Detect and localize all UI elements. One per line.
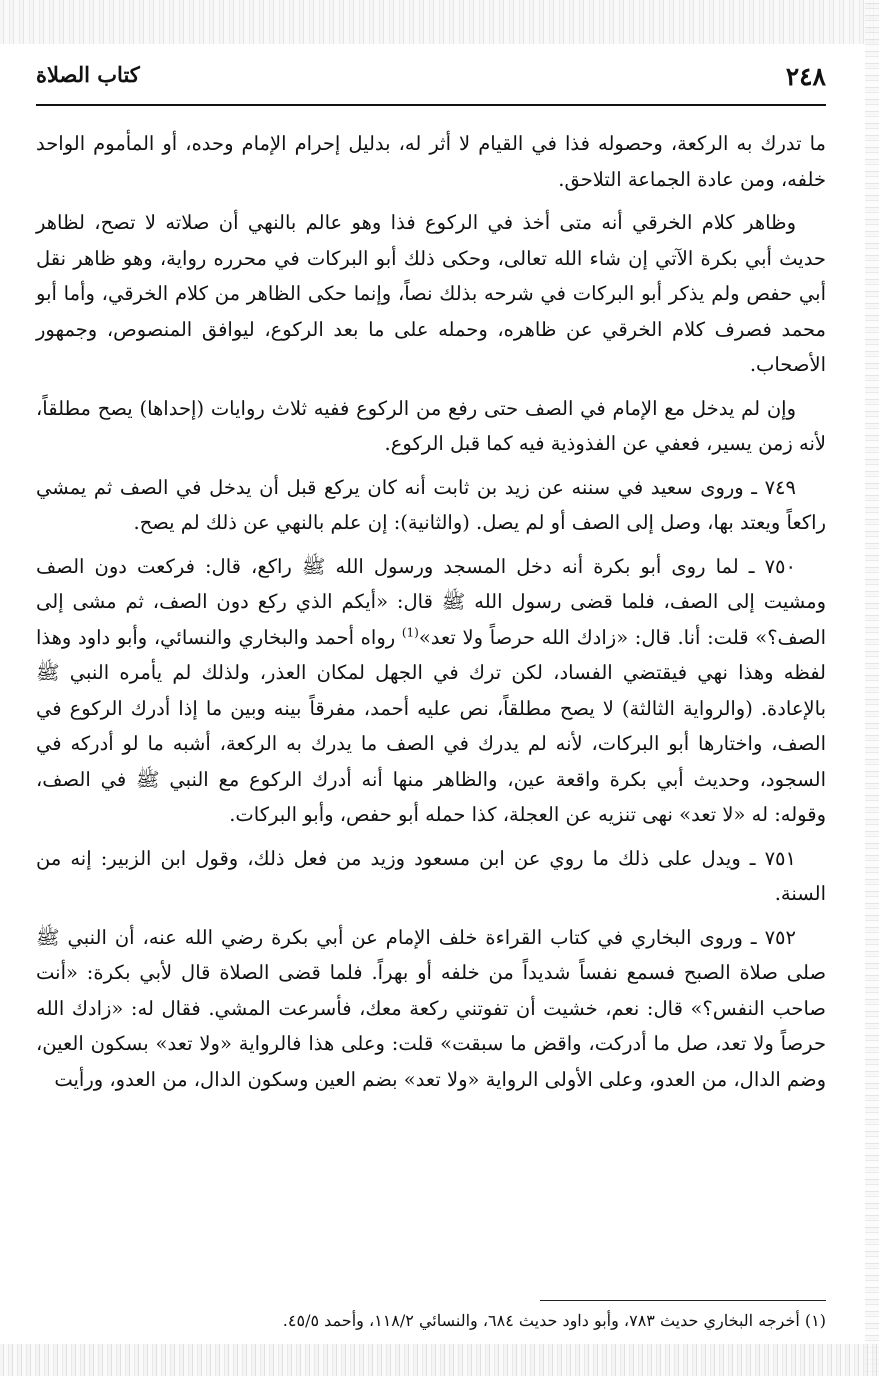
footnote-reference: (1) [401, 625, 419, 639]
paragraph-751: ٧٥١ ـ ويدل على ذلك ما روي عن ابن مسعود وزيد من فعل ذلك، وقول ابن الزبير: إنه من السنة. [36, 846, 826, 905]
paragraph-750 [36, 549, 826, 833]
main-text [36, 126, 826, 1105]
book-title: كتاب الصلاة [36, 62, 140, 87]
paragraph-752: ٧٥٢ ـ وروى البخاري في كتاب القراءة خلف الإمام عن أبي بكرة رضي الله عنه، أن النبي ﷺ صلى صلاة الصبح فسمع نفساً شديداً من خلفه أو بهراً. فلما قضى الصلاة قال لأبي بكرة: «أنت صاحب النفس؟» قال: نعم، خشيت أن تفوتني ركعة معك، فأسرعت المشي. فقال له: «زادك الله حرصاً ولا تعد، صل ما أدركت، واقض ما سبقت» قلت: وعلى هذا فالرواية «ولا تعد» بسكون العين، وضم الدال، من العدو، وعلى الأولى الرواية «ولا تعد» بضم العين وسكون الدال، من العدو، ورأيت [36, 925, 826, 1091]
scan-border-top [0, 0, 879, 44]
paragraph-749: ٧٤٩ ـ وروى سعيد في سننه عن زيد بن ثابت أنه كان يركع قبل أن يدخل في الصف ثم يمشي راكعاً ويعتد بها، وصل إلى الصف أو لم يصل. (والثانية): إن علم بالنهي عن ذلك لم يصح. [36, 475, 826, 534]
paragraph-750-text: ٧٥٠ ـ لما روى أبو بكرة أنه دخل المسجد ورسول الله ﷺ راكع، قال: فركعت دون الصف ومشيت إلى الصف، فلما قضى رسول الله ﷺ قال: «أيكم الذي ركع دون الصف، ثم مشى إلى الصف؟» قلت: أنا. قال: «زادك الله حرصاً ولا تعد» [36, 554, 826, 649]
paragraph-3: وإن لم يدخل مع الإمام في الصف حتى رفع من الركوع ففيه ثلاث روايات (إحداها) يصح مطلقاً، لأنه زمن يسير، فعفي عن الفذوذية فيه كما قبل الركوع. [36, 396, 826, 455]
paragraph-2: وظاهر كلام الخرقي أنه متى أخذ في الركوع فذا وهو عالم بالنهي أن صلاته لا تصح، لظاهر حديث أبي بكرة الآتي إن شاء الله تعالى، وحكى ذلك أبو البركات في محرره رواية، وهو ظاهر نقل أبي حفص ولم يذكر أبو البركات في شرحه بذلك نصاً، وإنما حكى الظاهر من كلام الخرقي، وأما أبو محمد فصرف كلام الخرقي عن ظاهره، وحمله على ما بعد الركوع، ليوافق المنصوص، وجمهور الأصحاب. [36, 211, 826, 376]
paragraph-750-continuation: رواه أحمد والبخاري والنسائي، وأبو داود وهذا لفظه وهذا نهي فيقتضي الفساد، لكن ترك في الجهل لمكان العذر، ولذلك لم يأمره النبي ﷺ بالإعادة. (والرواية الثالثة) لا يصح مطلقاً، نص عليه أحمد، مفرقاً بينه وبين ما إذا أدرك الركوع في الصف، واختارها أبو البركات، لأنه لم يدرك في الصف ما يدرك به الركعة، أشبه ما لو أدركه في السجود، وحديث أبي بكرة واقعة عين، والظاهر منها أنه أدرك الركوع مع النبي ﷺ في الصف، وقوله: له «لا تعد» نهى تنزيه عن العجلة، كذا حمله أبو حفص، وأبو البركات. [36, 625, 826, 826]
scan-border-right [865, 0, 879, 1376]
page-number: ٢٤٨ [785, 62, 826, 91]
footnote-rule [540, 1300, 826, 1301]
page-header [36, 60, 826, 104]
scan-border-bottom [0, 1344, 879, 1376]
header-rule [36, 104, 826, 106]
paragraph-1: ما تدرك به الركعة، وحصوله فذا في القيام لا أثر له، بدليل إحرام الإمام وحده، أو المأموم الواحد خلفه، ومن عادة الجماعة التلاحق. [36, 132, 826, 191]
footnote: (١) أخرجه البخاري حديث ٧٨٣، وأبو داود حديث ٦٨٤، والنسائي ١١٨/٢، وأحمد ٤٥/٥. [282, 1311, 826, 1330]
